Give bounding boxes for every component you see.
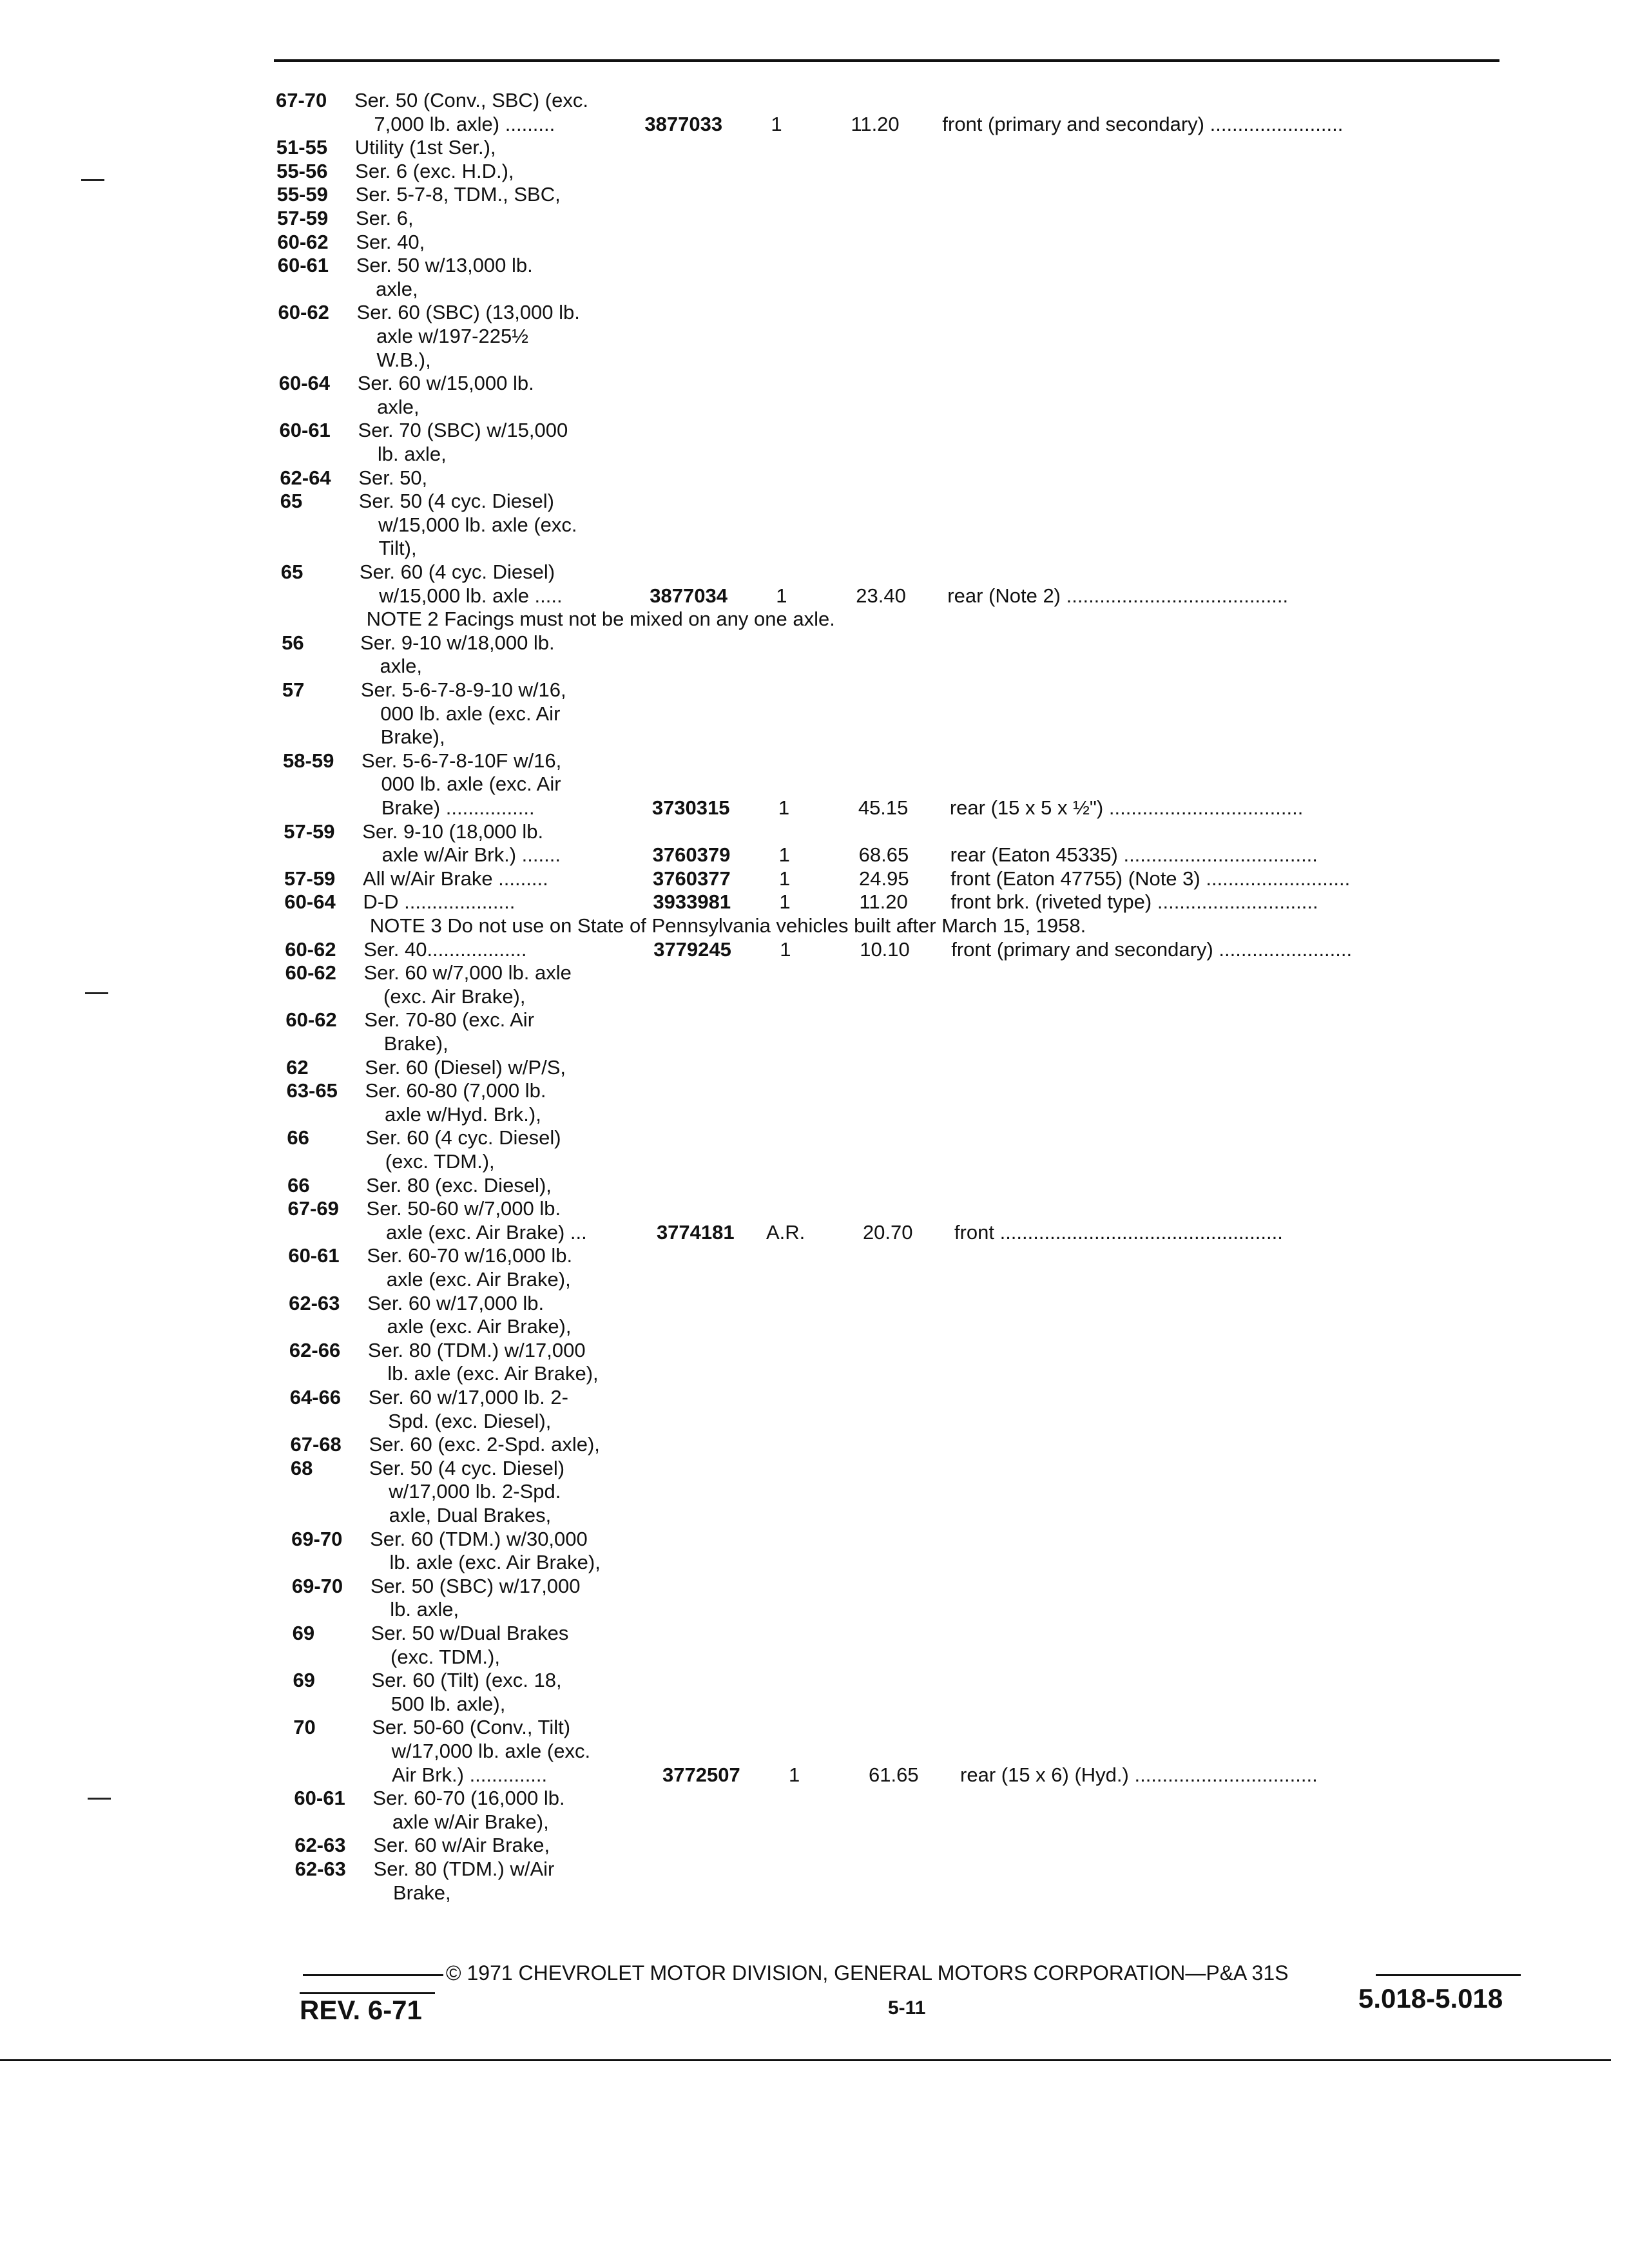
application-position: rear (Eaton 45335) ................................... xyxy=(950,843,1318,867)
footer-copyright: © 1971 CHEVROLET MOTOR DIVISION, GENERAL MOTORS CORPORATION—P&A 31S xyxy=(446,1961,1289,1984)
vehicle-description: Ser. 40, xyxy=(356,230,425,253)
vehicle-description: Ser. 5-6-7-8-9-10 w/16, xyxy=(360,678,566,701)
quantity: 1 xyxy=(778,796,790,819)
footer-rule-left xyxy=(303,1974,443,1976)
vehicle-description: Ser. 80 (TDM.) w/17,000 xyxy=(367,1338,586,1361)
part-number: 3774181 xyxy=(656,1220,735,1244)
model-years: 56 xyxy=(282,631,304,654)
vehicle-description: axle w/197-225½ xyxy=(376,325,529,347)
vehicle-description: axle, xyxy=(377,395,419,418)
vehicle-description: 7,000 lb. axle) ......... xyxy=(374,112,555,135)
quantity: 1 xyxy=(789,1763,800,1786)
model-years: 60-61 xyxy=(277,254,329,277)
quantity: 1 xyxy=(780,937,791,961)
model-years: 60-62 xyxy=(278,301,329,324)
vehicle-description: Ser. 60 (Diesel) w/P/S, xyxy=(365,1055,566,1079)
vehicle-description: Ser. 50-60 (Conv., Tilt) xyxy=(372,1716,571,1739)
model-years: 60-64 xyxy=(284,890,336,914)
quantity: A.R. xyxy=(766,1220,805,1244)
vehicle-description: Ser. 50 (4 cyc. Diesel) xyxy=(369,1456,565,1479)
model-years: 57-59 xyxy=(276,207,329,229)
vehicle-description: (exc. TDM.), xyxy=(385,1150,495,1173)
vehicle-description: axle (exc. Air Brake), xyxy=(387,1315,572,1338)
model-years: 69 xyxy=(292,1622,315,1644)
note-text: NOTE 3 Do not use on State of Pennsylvania vehicles built after March 15, 1958. xyxy=(369,914,1086,937)
model-years: 55-56 xyxy=(276,159,328,182)
vehicle-description: 500 lb. axle), xyxy=(390,1692,506,1715)
model-years: 60-64 xyxy=(278,372,331,395)
application-position: front ................................................... xyxy=(954,1220,1283,1244)
part-number: 3877034 xyxy=(650,584,728,607)
vehicle-description: axle, xyxy=(380,655,422,678)
vehicle-description: Brake), xyxy=(380,726,445,749)
vehicle-description: axle, Dual Brakes, xyxy=(389,1504,552,1526)
model-years: 60-62 xyxy=(285,1008,337,1032)
vehicle-description: Ser. 6, xyxy=(355,207,414,229)
model-years: 62-63 xyxy=(289,1291,340,1314)
vehicle-description: Ser. 50, xyxy=(358,466,428,489)
vehicle-description: Ser. 60 (4 cyc. Diesel) xyxy=(365,1126,561,1149)
vehicle-description: Brake) ................ xyxy=(381,796,535,819)
model-years: 67-69 xyxy=(287,1197,339,1220)
model-years: 62-64 xyxy=(280,466,331,489)
vehicle-description: lb. axle, xyxy=(390,1598,459,1621)
quantity: 1 xyxy=(776,584,787,607)
list-price: 24.95 xyxy=(859,867,909,890)
vehicle-description: Ser. 9-10 w/18,000 lb. xyxy=(360,631,555,654)
model-years: 60-61 xyxy=(294,1787,345,1810)
vehicle-description: Ser. 60 (exc. 2-Spd. axle), xyxy=(369,1433,600,1456)
part-number: 3760379 xyxy=(652,843,731,867)
vehicle-description: Ser. 60 w/17,000 lb. xyxy=(367,1291,545,1314)
footer-rule-right xyxy=(1376,1974,1521,1976)
page-number: 5-11 xyxy=(888,1997,926,2019)
vehicle-description: Ser. 5-7-8, TDM., SBC, xyxy=(355,183,561,206)
vehicle-description: Ser. 50-60 w/7,000 lb. xyxy=(366,1197,561,1220)
model-years: 69 xyxy=(293,1669,315,1692)
part-number: 3760377 xyxy=(653,867,731,890)
vehicle-description: lb. axle, xyxy=(377,443,447,465)
vehicle-description: Ser. 60 (4 cyc. Diesel) xyxy=(359,561,555,583)
model-years: 57 xyxy=(282,678,305,701)
list-price: 20.70 xyxy=(862,1220,913,1244)
quantity: 1 xyxy=(779,890,791,914)
model-years: 60-61 xyxy=(288,1244,340,1267)
top-rule xyxy=(274,59,1499,62)
quantity: 1 xyxy=(779,867,791,890)
vehicle-description: w/15,000 lb. axle (exc. xyxy=(378,513,577,536)
vehicle-description: Air Brk.) .............. xyxy=(392,1763,548,1786)
vehicle-description: Ser. 40.................. xyxy=(363,937,527,961)
model-years: 62-63 xyxy=(294,1834,346,1857)
margin-tick xyxy=(85,992,108,994)
part-number: 3730315 xyxy=(651,796,730,819)
note-text: NOTE 2 Facings must not be mixed on any one axle. xyxy=(366,608,835,631)
application-position: rear (15 x 5 x ½") ................................... xyxy=(949,796,1304,819)
section-code: 5.018-5.018 xyxy=(1358,1983,1503,2013)
model-years: 60-62 xyxy=(277,230,329,253)
model-years: 66 xyxy=(287,1173,310,1196)
model-years: 62 xyxy=(286,1055,309,1079)
model-years: 58-59 xyxy=(283,749,334,772)
application-position: front (Eaton 47755) (Note 3) .......................... xyxy=(950,867,1351,890)
model-years: 67-70 xyxy=(276,89,327,111)
margin-tick xyxy=(81,179,104,181)
list-price: 68.65 xyxy=(858,843,909,867)
vehicle-description: Ser. 60 w/Air Brake, xyxy=(373,1834,550,1857)
bottom-rule xyxy=(0,2059,1611,2061)
application-position: front brk. (riveted type) ............................. xyxy=(950,890,1318,914)
part-number: 3933981 xyxy=(653,890,731,914)
vehicle-description: axle (exc. Air Brake), xyxy=(386,1268,571,1291)
application-position: rear (15 x 6) (Hyd.) ................................. xyxy=(960,1763,1318,1786)
model-years: 62-63 xyxy=(294,1858,346,1880)
vehicle-description: W.B.), xyxy=(376,348,431,371)
vehicle-description: axle (exc. Air Brake) ... xyxy=(385,1220,587,1244)
vehicle-description: axle w/Air Brk.) ....... xyxy=(381,843,561,867)
footer-rule-under-rev xyxy=(300,1992,435,1994)
model-years: 65 xyxy=(280,561,304,583)
vehicle-description: w/17,000 lb. axle (exc. xyxy=(391,1740,591,1762)
model-years: 63-65 xyxy=(286,1079,338,1102)
list-price: 45.15 xyxy=(858,796,909,819)
vehicle-description: Ser. 70 (SBC) w/15,000 xyxy=(358,419,568,442)
vehicle-description: axle, xyxy=(376,277,418,300)
list-price: 10.10 xyxy=(860,937,910,961)
vehicle-description: Brake, xyxy=(393,1881,451,1904)
application-position: front (primary and secondary) ........................ xyxy=(942,112,1344,135)
vehicle-description: Ser. 50 (4 cyc. Diesel) xyxy=(358,490,554,513)
model-years: 57-59 xyxy=(284,867,336,890)
model-years: 69-70 xyxy=(291,1574,343,1597)
vehicle-description: Ser. 60 (Tilt) (exc. 18, xyxy=(371,1669,562,1692)
part-number: 3772507 xyxy=(662,1763,740,1786)
vehicle-description: All w/Air Brake ......... xyxy=(363,867,548,890)
vehicle-description: Ser. 5-6-7-8-10F w/16, xyxy=(361,749,562,772)
quantity: 1 xyxy=(778,843,790,867)
vehicle-description: Ser. 60 w/17,000 lb. 2- xyxy=(368,1386,568,1408)
model-years: 60-61 xyxy=(279,419,331,442)
quantity: 1 xyxy=(771,112,782,135)
part-number: 3877033 xyxy=(644,112,723,135)
vehicle-description: Utility (1st Ser.), xyxy=(354,136,496,159)
vehicle-description: Brake), xyxy=(383,1032,448,1055)
vehicle-description: D-D .................... xyxy=(363,890,516,914)
part-number: 3779245 xyxy=(653,937,731,961)
model-years: 62-66 xyxy=(289,1338,341,1361)
application-position: front (primary and secondary) ........................ xyxy=(951,937,1353,961)
vehicle-description: lb. axle (exc. Air Brake), xyxy=(387,1362,599,1385)
vehicle-description: Ser. 80 (TDM.) w/Air xyxy=(373,1858,555,1880)
model-years: 55-59 xyxy=(276,183,328,206)
model-years: 68 xyxy=(290,1456,313,1479)
vehicle-description: Spd. (exc. Diesel), xyxy=(388,1409,552,1432)
vehicle-description: (exc. Air Brake), xyxy=(383,985,526,1008)
model-years: 70 xyxy=(293,1716,316,1739)
model-years: 51-55 xyxy=(276,136,328,159)
vehicle-description: axle w/Hyd. Brk.), xyxy=(384,1102,541,1126)
model-years: 65 xyxy=(280,490,303,513)
vehicle-description: Ser. 6 (exc. H.D.), xyxy=(355,159,514,182)
vehicle-description: Ser. 60 (SBC) (13,000 lb. xyxy=(356,301,580,324)
vehicle-description: Tilt), xyxy=(378,537,417,560)
vehicle-description: Ser. 60 w/7,000 lb. axle xyxy=(363,961,572,985)
vehicle-description: Ser. 60-70 w/16,000 lb. xyxy=(367,1244,573,1267)
application-position: rear (Note 2) ........................................ xyxy=(947,584,1289,607)
revision-label: REV. 6-71 xyxy=(300,1995,422,2025)
vehicle-description: Ser. 50 (SBC) w/17,000 xyxy=(370,1574,581,1597)
vehicle-description: 000 lb. axle (exc. Air xyxy=(380,702,561,725)
model-years: 60-62 xyxy=(285,961,336,985)
vehicle-description: Ser. 60 w/15,000 lb. xyxy=(357,372,534,395)
vehicle-description: Ser. 50 w/13,000 lb. xyxy=(356,254,533,277)
vehicle-description: axle w/Air Brake), xyxy=(392,1810,549,1833)
model-years: 67-68 xyxy=(290,1433,342,1456)
list-price: 11.20 xyxy=(859,890,908,914)
model-years: 64-66 xyxy=(289,1386,341,1408)
vehicle-description: (exc. TDM.), xyxy=(390,1645,500,1668)
vehicle-description: Ser. 50 (Conv., SBC) (exc. xyxy=(354,89,588,111)
model-years: 60-62 xyxy=(285,937,336,961)
vehicle-description: Ser. 70-80 (exc. Air xyxy=(364,1008,535,1032)
vehicle-description: w/17,000 lb. 2-Spd. xyxy=(389,1480,561,1503)
vehicle-description: Ser. 50 w/Dual Brakes xyxy=(371,1622,569,1644)
vehicle-description: Ser. 60-80 (7,000 lb. xyxy=(365,1079,546,1102)
model-years: 57-59 xyxy=(284,820,335,843)
vehicle-description: Ser. 80 (exc. Diesel), xyxy=(366,1173,552,1196)
vehicle-description: Ser. 60-70 (16,000 lb. xyxy=(372,1787,565,1810)
model-years: 66 xyxy=(287,1126,309,1149)
list-price: 61.65 xyxy=(869,1763,919,1786)
list-price: 11.20 xyxy=(851,112,900,135)
vehicle-description: Ser. 60 (TDM.) w/30,000 xyxy=(370,1527,588,1550)
vehicle-description: 000 lb. axle (exc. Air xyxy=(381,773,561,796)
vehicle-description: w/15,000 lb. axle ..... xyxy=(379,584,563,607)
vehicle-description: Ser. 9-10 (18,000 lb. xyxy=(362,820,544,843)
model-years: 69-70 xyxy=(291,1527,343,1550)
list-price: 23.40 xyxy=(856,584,906,607)
vehicle-description: lb. axle (exc. Air Brake), xyxy=(389,1551,601,1574)
margin-tick xyxy=(88,1798,111,1800)
